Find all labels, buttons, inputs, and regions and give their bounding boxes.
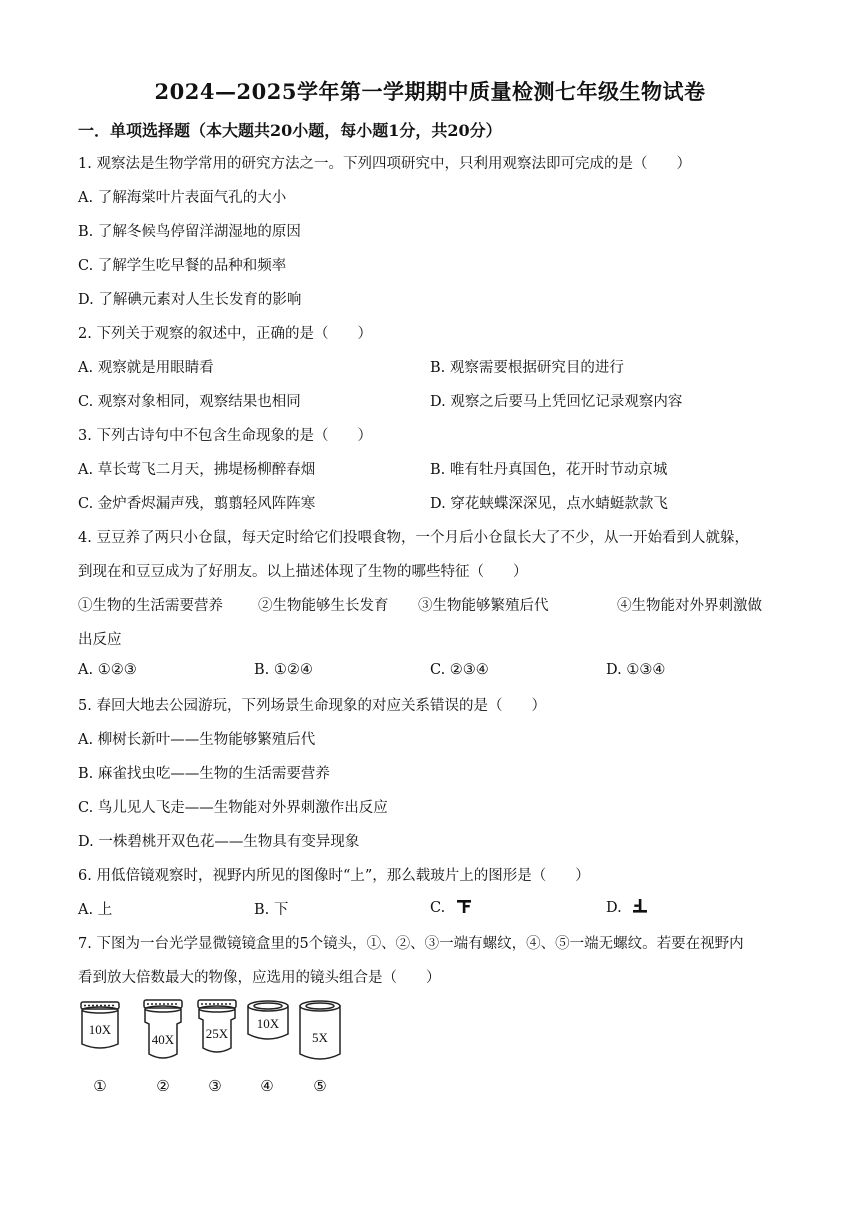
q6-option-a: A. 上 xyxy=(78,902,113,918)
rotated-shang-glyph-d xyxy=(632,898,648,914)
q4-statement-2: ②生物能够生长发育 xyxy=(258,598,389,614)
q6-option-c xyxy=(430,898,472,916)
q4-option-d: D. ①③④ xyxy=(606,662,666,678)
lens-3-label: 25X xyxy=(205,1026,229,1041)
q4-option-b: B. ①②④ xyxy=(254,662,313,678)
q4-statement-4-cont: 出反应 xyxy=(78,632,122,648)
q7-stem-line1: 7. 下图为一台光学显微镜镜盒里的5个镜头，①、②、③一端有螺纹，④、⑤一端无螺纹。若要在视野内 xyxy=(78,936,744,952)
q3-stem: 3. 下列古诗句中不包含生命现象的是（ ） xyxy=(78,428,372,444)
lens-4-label: 10X xyxy=(256,1016,280,1031)
lens-1-number: ① xyxy=(93,1077,107,1095)
q6-option-b: B. 下 xyxy=(254,902,289,918)
q6-option-d xyxy=(606,898,648,916)
q5-option-c: C. 鸟儿见人飞走——生物能对外界刺激作出反应 xyxy=(78,800,388,816)
q4-stem-line2: 到现在和豆豆成为了好朋友。以上描述体现了生物的哪些特征（ ） xyxy=(78,564,528,580)
q6-option-d-prefix: D. xyxy=(606,900,622,916)
q4-statement-3: ③生物能够繁殖后代 xyxy=(418,598,549,614)
q5-option-d: D. 一株碧桃开双色花——生物具有变异现象 xyxy=(78,834,360,850)
lens-5-number: ⑤ xyxy=(313,1077,327,1095)
q1-option-d: D. 了解碘元素对人生长发育的影响 xyxy=(78,292,302,308)
q2-stem: 2. 下列关于观察的叙述中，正确的是（ ） xyxy=(78,326,372,342)
lens-3-number: ③ xyxy=(208,1077,222,1095)
q5-option-a: A. 柳树长新叶——生物能够繁殖后代 xyxy=(78,732,316,748)
q2-option-b: B. 观察需要根据研究目的进行 xyxy=(430,360,624,376)
q4-statement-4: ④生物能对外界刺激做 xyxy=(617,598,762,614)
q3-option-b: B. 唯有牡丹真国色，花开时节动京城 xyxy=(430,462,668,478)
q2-option-a: A. 观察就是用眼睛看 xyxy=(78,360,214,376)
q4-option-c: C. ②③④ xyxy=(430,662,489,678)
q6-option-c-prefix: C. xyxy=(430,900,446,916)
lens-2-number: ② xyxy=(156,1077,170,1095)
q1-stem: 1. 观察法是生物学常用的研究方法之一。下列四项研究中，只利用观察法即可完成的是（ ） xyxy=(78,156,691,172)
q6-stem: 6. 用低倍镜观察时，视野内所见的图像时“上”，那么载玻片上的图形是（ ） xyxy=(78,868,590,884)
q2-option-c: C. 观察对象相同，观察结果也相同 xyxy=(78,394,301,410)
q4-statement-1: ①生物的生活需要营养 xyxy=(78,598,223,614)
q3-option-c: C. 金炉香烬漏声残，翦翦轻风阵阵寒 xyxy=(78,496,316,512)
q3-option-d: D. 穿花蛱蝶深深见，点水蜻蜓款款飞 xyxy=(430,496,668,512)
lens-figure xyxy=(70,996,350,1098)
lens-2-icon xyxy=(144,1000,182,1058)
q2-option-d: D. 观察之后要马上凭回忆记录观察内容 xyxy=(430,394,683,410)
q1-option-c: C. 了解学生吃早餐的品种和频率 xyxy=(78,258,287,274)
page-title: 2024—2025学年第一学期期中质量检测七年级生物试卷 xyxy=(154,79,706,104)
q1-option-b: B. 了解冬候鸟停留洋湖湿地的原因 xyxy=(78,224,301,240)
section-heading: 一．单项选择题（本大题共20小题，每小题1分，共20分） xyxy=(78,121,502,140)
q7-stem-line2: 看到放大倍数最大的物像，应选用的镜头组合是（ ） xyxy=(78,970,441,986)
lens-4-number: ④ xyxy=(260,1077,274,1095)
q3-option-a: A. 草长莺飞二月天，拂堤杨柳醉春烟 xyxy=(78,462,316,478)
lens-2-label: 40X xyxy=(151,1032,175,1047)
q1-option-a: A. 了解海棠叶片表面气孔的大小 xyxy=(78,190,287,206)
lens-1-label: 10X xyxy=(88,1022,112,1037)
q4-stem-line1: 4. 豆豆养了两只小仓鼠，每天定时给它们投喂食物，一个月后小仓鼠长大了不少，从一开始看到人就躲， xyxy=(78,530,749,546)
q5-option-b: B. 麻雀找虫吃——生物的生活需要营养 xyxy=(78,766,330,782)
q4-option-a: A. ①②③ xyxy=(78,662,137,678)
q5-stem: 5. 春回大地去公园游玩，下列场景生命现象的对应关系错误的是（ ） xyxy=(78,698,546,714)
lens-5-label: 5X xyxy=(312,1030,328,1045)
rotated-shang-glyph-c xyxy=(456,898,472,914)
